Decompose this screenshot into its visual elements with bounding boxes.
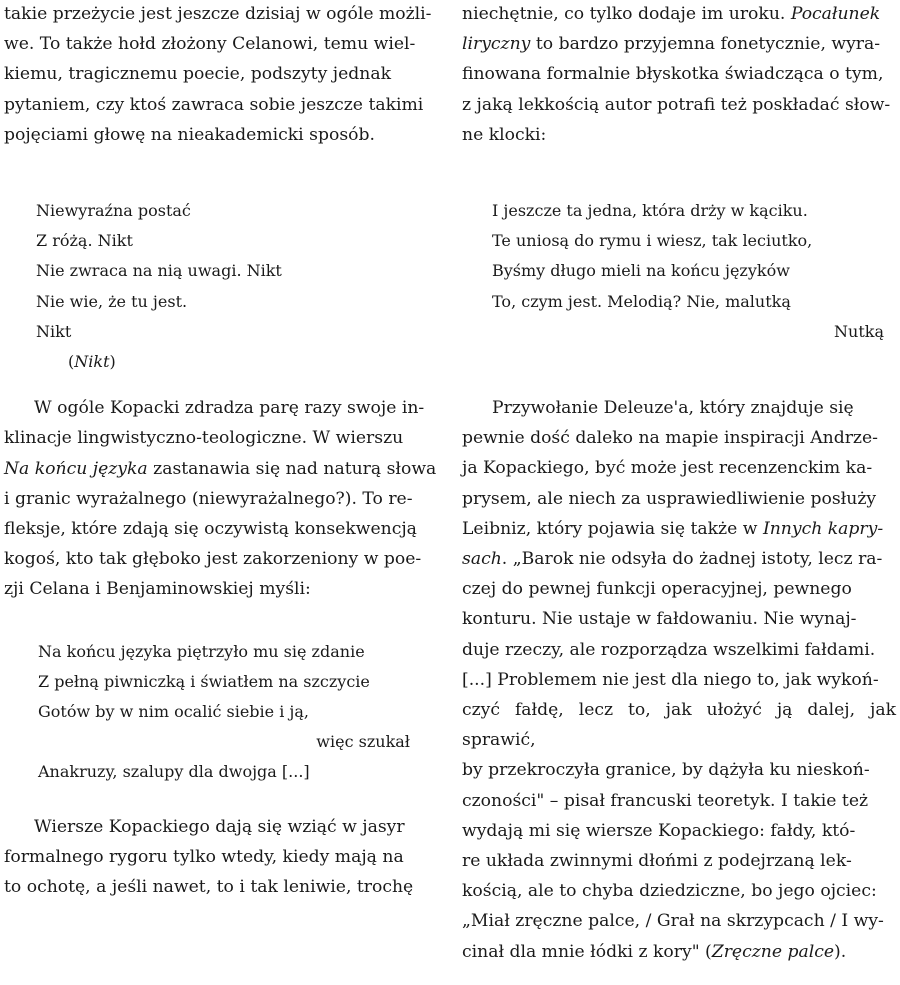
poem-line: To, czym jest. Melodią? Nie, malutką (492, 291, 791, 311)
text-line: klinacje lingwistyczno-teologiczne. W wierszu (4, 428, 404, 449)
poem-title: Na końcu języka (4, 458, 148, 479)
poem-title: liryczny (462, 34, 531, 55)
text-line: we. To także hołd złożony Celanowi, temu wiel- (4, 34, 416, 55)
poem-line: Z pełną piwniczką i światłem na szczycie (38, 671, 370, 691)
poem-line: Niewyraźna postać (36, 201, 191, 221)
text-line: kiemu, tragicznemu poecie, podszyty jednak (4, 64, 391, 85)
paragraph (4, 0, 438, 150)
text-line: duje rzeczy, ale rozporządza wszelkimi fałdami. (462, 639, 876, 660)
paragraph (462, 0, 896, 150)
text-line: pewnie dość daleko na mapie inspiracji Andrze- (462, 428, 878, 449)
text-line: kogoś, kto tak głęboko jest zakorzeniony w poe- (4, 549, 422, 570)
text-line: by przekroczyła granice, by dążyła ku nieskoń- (462, 760, 870, 781)
text-line: „Miał zręczne palce, / Grał na skrzypcach / I wy- (462, 911, 884, 932)
poem-line: Nikt (36, 321, 72, 341)
poem-line: Nutką (834, 321, 884, 341)
text-line: [...] Problemem nie jest dla niego to, jak wykoń- (462, 669, 879, 690)
text-line: cinał dla mnie łódki z kory" ( (462, 941, 712, 962)
text-line: . „Barok nie odsyła do żadnej istoty, lecz ra- (501, 549, 883, 570)
text-line: niechętnie, co tylko dodaje im uroku. (462, 4, 791, 24)
paragraph (4, 393, 438, 604)
poem-line: Nie zwraca na nią uwagi. Nikt (36, 261, 282, 281)
text-line: wydają mi się wiersze Kopackiego: fałdy, któ- (462, 820, 856, 841)
text-line: czej do pewnej funkcji operacyjnej, pewnego (462, 579, 852, 600)
poem-title: Zręczne palce (711, 941, 835, 962)
text-line: Leibniz, który pojawia się także w (462, 518, 763, 539)
text-line: Wiersze Kopackiego dają się wziąć w jasyr (34, 816, 405, 837)
poem-line: I jeszcze ta jedna, która drży w kąciku. (492, 201, 808, 221)
text-line: Przywołanie Deleuze'a, który znajduje się (492, 398, 854, 419)
text-line: to bardzo przyjemna fonetycznie, wyra- (530, 34, 881, 55)
poem-line: więc szukał (316, 732, 410, 752)
text-line: pytaniem, czy ktoś zawraca sobie jeszcze takimi (4, 94, 424, 115)
text-line: prysem, ale niech za usprawiedliwienie posłuży (462, 488, 877, 509)
poem-title: sach (462, 549, 502, 570)
text-line: ). (834, 941, 847, 962)
paragraph (4, 812, 438, 903)
text-line: to ochotę, a jeśli nawet, to i tak leniwie, trochę (4, 877, 414, 898)
poem-line: Gotów by w nim ocalić siebie i ją, (38, 702, 309, 722)
text-line: czoności" – pisał francuski teoretyk. I takie też (462, 790, 869, 811)
paragraph (462, 393, 896, 967)
poem-quote (36, 196, 438, 377)
text-line: pojęciami głowę na nieakademicki sposób. (4, 124, 375, 145)
text-line: finowana formalnie błyskotka świadcząca o tym, (462, 64, 884, 85)
text-line: zastanawia się nad naturą słowa (147, 458, 437, 479)
text-line: z jaką lekkością autor potrafi też poskładać słow- (462, 94, 891, 115)
text-line: W ogóle Kopacki zdradza parę razy swoje in- (34, 398, 425, 419)
poem-source: (Nikt) (68, 352, 116, 372)
poem-line: Z różą. Nikt (36, 231, 133, 251)
text-line: fleksje, które zdają się oczywistą konsekwencją (4, 519, 417, 540)
text-line: ne klocki: (462, 124, 547, 145)
poem-line: Nie wie, że tu jest. (36, 291, 188, 311)
text-line: i granic wyrażalnego (niewyrażalnego?). To re- (4, 488, 413, 509)
text-line: takie przeżycie jest jeszcze dzisiaj w ogóle możli- (4, 4, 432, 24)
poem-title: Innych kapry- (762, 518, 884, 539)
text-line: ja Kopackiego, być może jest recenzenckim ka- (462, 458, 873, 479)
text-line: zji Celana i Benjaminowskiej myśli: (4, 579, 311, 600)
poem-line: Te uniosą do rymu i wiesz, tak leciutko, (492, 231, 813, 251)
right-column (462, 0, 896, 967)
left-column (4, 0, 438, 902)
poem-quote (492, 196, 892, 347)
text-line: formalnego rygoru tylko wtedy, kiedy mają na (4, 846, 404, 867)
text-line: re układa zwinnymi dłońmi z podejrzaną lek- (462, 851, 852, 872)
poem-quote (38, 637, 418, 788)
poem-line: Na końcu języka piętrzyło mu się zdanie (38, 641, 365, 661)
text-line: kością, ale to chyba dziedziczne, bo jego ojciec: (462, 881, 877, 902)
text-line: czyć fałdę, lecz to, jak ułożyć ją dalej, jak sprawić, (462, 700, 896, 751)
poem-line: Byśmy długo mieli na końcu języków (492, 261, 790, 281)
poem-title: Nikt (74, 352, 110, 372)
poem-title: Pocałunek (790, 4, 881, 24)
poem-line: Anakruzy, szalupy dla dwojga [...] (38, 762, 310, 782)
text-line: konturu. Nie ustaje w fałdowaniu. Nie wynaj- (462, 609, 857, 630)
